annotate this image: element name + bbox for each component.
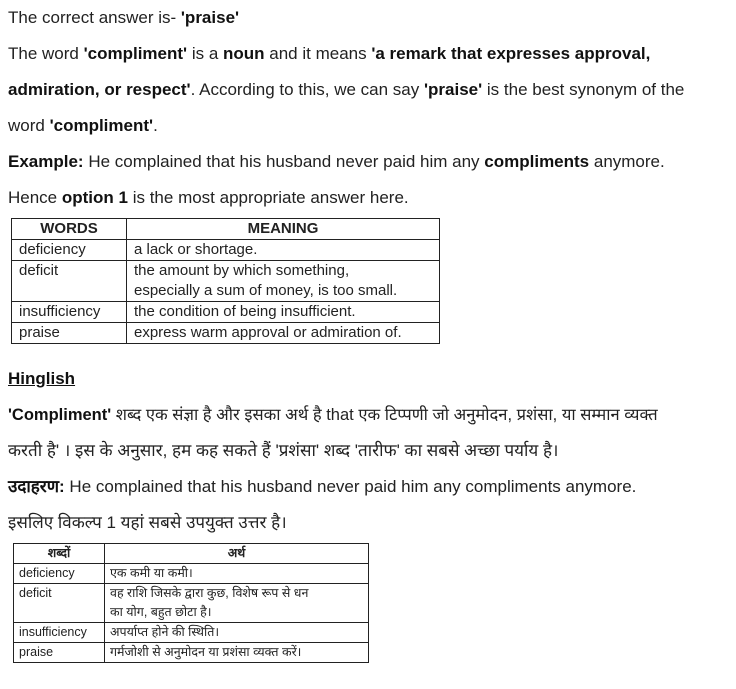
text: and it means: [264, 44, 372, 63]
text: इसलिए विकल्प 1 यहां सबसे उपयुक्त उत्तर है।: [8, 513, 287, 532]
text: the condition of being insufficient.: [134, 303, 356, 320]
hinglish-line-1: [8, 405, 658, 425]
text: word: [8, 116, 50, 135]
text: is the best synonym of the: [482, 80, 685, 99]
meaning-cell: [127, 261, 440, 302]
word-cell: praise: [14, 643, 105, 663]
vocabulary-table-english: [11, 218, 440, 344]
keyword: 'compliment': [49, 116, 154, 135]
table-row: [12, 302, 440, 323]
meaning-cell: [127, 240, 440, 261]
text: Hinglish: [8, 369, 76, 388]
explanation-line-3: [8, 116, 158, 136]
meaning-cell: [105, 584, 369, 623]
text: is the most appropriate answer here.: [127, 188, 409, 207]
answer-line: [8, 8, 239, 28]
meaning: 'a remark that expresses approval,: [371, 44, 651, 63]
table-row: [14, 584, 369, 623]
hinglish-heading: [8, 369, 75, 389]
text: anymore.: [589, 152, 665, 171]
table-row: [14, 643, 369, 663]
text: He complained that his husband never paid him any compliments anymore.: [64, 477, 637, 496]
option-label: option 1: [61, 188, 128, 207]
meaning-cell: [127, 302, 440, 323]
word-cell: deficit: [14, 584, 105, 623]
text: He complained that his husband never paid him any: [83, 152, 485, 171]
example-label: उदाहरण:: [8, 477, 65, 496]
hinglish-conclusion-line: [8, 513, 287, 533]
text: is a: [187, 44, 223, 63]
text: the amount by which something,: [134, 262, 350, 279]
keyword: compliments: [484, 152, 590, 171]
example-line: [8, 152, 665, 172]
keyword: 'compliment': [83, 44, 188, 63]
text: वह राशि जिसके द्वारा कुछ, विशेष रूप से धन: [110, 586, 309, 600]
text: . According to this, we can say: [190, 80, 424, 99]
hinglish-line-2: [8, 441, 558, 461]
explanation-line-2: [8, 80, 684, 100]
text: शब्द एक संज्ञा है और इसका अर्थ है that एक टिप्पणी जो अनुमोदन, प्रशंसा, या सम्मान व्यक्त: [111, 406, 658, 424]
keyword: 'praise': [424, 80, 483, 99]
meaning-cell: [127, 323, 440, 344]
word-cell: deficiency: [12, 240, 127, 261]
explanation-line-1: [8, 44, 650, 64]
text: especially a sum of money, is too small.: [134, 282, 398, 299]
word-cell: deficiency: [14, 564, 105, 584]
meaning-cell: [105, 623, 369, 643]
text: का योग, बहुत छोटा है।: [110, 605, 212, 619]
header-words: WORDS: [12, 219, 127, 240]
text: गर्मजोशी से अनुमोदन या प्रशंसा व्यक्त करें।: [110, 645, 302, 659]
word-cell: insufficiency: [14, 623, 105, 643]
meaning: admiration, or respect': [8, 80, 191, 99]
example-label: Example:: [8, 152, 84, 171]
text: express warm approval or admiration of.: [134, 324, 402, 341]
text: करती है' । इस के अनुसार, हम कह सकते हैं 'प्रशंसा' शब्द 'तारीफ' का सबसे अच्छा पर्याय है।: [8, 441, 559, 460]
conclusion-line: [8, 188, 409, 208]
text: a lack or shortage.: [134, 241, 258, 258]
text: एक कमी या कमी।: [110, 566, 193, 580]
header-meaning: MEANING: [127, 219, 440, 240]
keyword: 'Compliment': [8, 406, 112, 424]
answer-prefix: The correct answer is-: [8, 8, 181, 27]
table-row: [14, 564, 369, 584]
word-cell: insufficiency: [12, 302, 127, 323]
table-header-row: [12, 219, 440, 240]
part-of-speech: noun: [223, 44, 265, 63]
table-row: [14, 623, 369, 643]
word-cell: deficit: [12, 261, 127, 302]
header-meaning: अर्थ: [105, 544, 369, 564]
answer-value: 'praise': [180, 8, 240, 27]
header-words: शब्दों: [14, 544, 105, 564]
text: .: [153, 116, 158, 135]
text: Hence: [8, 188, 62, 207]
hinglish-example-line: [8, 477, 636, 497]
vocabulary-table-hindi: [13, 543, 369, 663]
table-row: [12, 240, 440, 261]
word-cell: praise: [12, 323, 127, 344]
table-header-row: [14, 544, 369, 564]
table-row: [12, 261, 440, 302]
text: अपर्याप्त होने की स्थिति।: [110, 625, 220, 639]
text: The word: [8, 44, 84, 63]
table-row: [12, 323, 440, 344]
meaning-cell: [105, 643, 369, 663]
meaning-cell: [105, 564, 369, 584]
